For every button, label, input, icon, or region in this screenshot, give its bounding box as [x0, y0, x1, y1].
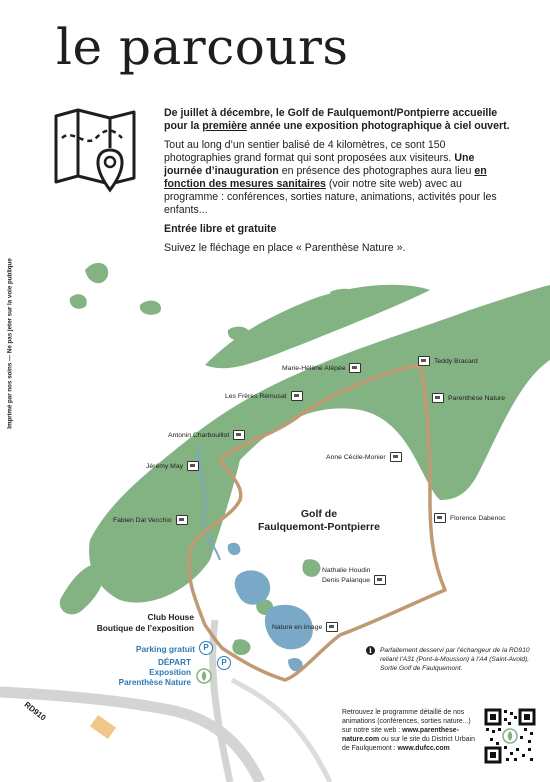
label-fabien-dal-vecchio: Fabien Dal Vecchio: [113, 515, 188, 525]
forest-patch-5: [228, 327, 250, 341]
intro-free-entry: Entrée libre et gratuite: [164, 223, 277, 235]
forest-left: [60, 564, 103, 614]
label-parenthese-nature: Parenthèse Nature: [432, 393, 505, 403]
intro-p1-a: De juillet à décembre, le Golf de Faulquemont/Pontpierre accueille pour la: [164, 107, 498, 132]
photo-icon: [326, 622, 338, 632]
side-notice: Imprimé par nos soins — Ne pas jeter sur la voie publique: [6, 258, 14, 429]
qr-code-icon[interactable]: [484, 708, 536, 764]
info-icon: i: [366, 646, 375, 655]
label-teddy-bracard: Teddy Bracard: [418, 356, 478, 366]
intro-p2-d: en fonction des mesures sanitaires: [164, 165, 487, 190]
intro-p1-highlight: première: [202, 120, 248, 132]
intro-p2-c: en présence des photographes aura lieu: [278, 165, 475, 177]
label-houdin-palanque: Nathalie Houdin Denis Palanque: [322, 566, 386, 585]
label-nature-en-image: Nature en image: [272, 622, 338, 632]
intro-p1-c: année une exposition photographique à ciel ouvert.: [247, 120, 510, 132]
parking-icon: P: [217, 656, 231, 670]
label-antonin-charbouillot: Antonin Charbouillot: [168, 430, 245, 440]
local-road: [213, 620, 230, 782]
photo-icon: [374, 575, 386, 585]
photo-icon: [187, 461, 199, 471]
photo-icon: [176, 515, 188, 525]
link-parenthese-nature[interactable]: www.parenthese-nature.com: [342, 727, 459, 743]
photo-icon: [233, 430, 245, 440]
intro-p2-b: Une journée d’inauguration: [164, 152, 475, 177]
forest-patch-1: [85, 263, 108, 283]
photo-icon: [432, 393, 444, 403]
parking-icon: P: [199, 641, 213, 655]
intro-p2-a: Tout au long d’un sentier balisé de 4 kilomètres, ce sont 150 photographies grand format qui sont proposées aux visiteurs.: [164, 139, 455, 164]
pond-1: [235, 570, 270, 604]
building: [90, 715, 116, 739]
photo-icon: [434, 513, 446, 523]
forest-patch-3: [140, 301, 161, 315]
label-marie-helene-alepee: Marie-Hélène Alépée: [282, 363, 361, 373]
forest-patch-7: [232, 639, 250, 655]
access-note: Parfaitement desservi par l’échangeur de la RD910 reliant l’A31 (Pont-à-Mousson) à l’A4 (Saint-Avold), Sortie Golf de Faulquemont.: [380, 647, 530, 672]
forest-patch-6: [302, 559, 320, 577]
label-freres-remusat: Les Frères Rémusat: [225, 391, 303, 401]
depart-logo-icon: [196, 668, 212, 684]
program-info: Retrouvez le programme détaillé de nos animations (conférences, sorties nature...) sur notre site web : www.parenthese-nature.com ou sur le site du District Urbain de Faulquemont : www.dufcc.com: [342, 709, 475, 752]
parking-label: Parking gratuit: [135, 644, 195, 654]
photo-icon: [390, 452, 402, 462]
golf-name: Golf de Faulquemont-Pontpierre: [258, 508, 380, 533]
label-anne-cecile-monier: Anne Cécile-Monier: [326, 452, 402, 462]
photo-icon: [349, 363, 361, 373]
road-label-rd910: RD910: [22, 700, 48, 723]
link-dufcc[interactable]: www.dufcc.com: [397, 745, 450, 752]
photo-icon: [418, 356, 430, 366]
page-title: le parcours: [56, 18, 349, 76]
intro-p2-e: (voir notre site web) avec au programme : conférences, sorties nature, animations, activités pour les enfants...: [164, 178, 497, 216]
label-jeremy-may: Jérémy May: [146, 461, 199, 471]
label-florence-dabenoc: Florence Dabenoc: [434, 513, 506, 523]
forest-patch-2: [70, 294, 87, 309]
club-house-label: Club House Boutique de l’exposition: [96, 612, 194, 633]
pond-4: [228, 543, 241, 555]
intro-follow-signs: Suivez le fléchage en place « Parenthèse Nature ».: [164, 242, 406, 254]
photo-icon: [291, 391, 303, 401]
depart-label: DÉPART Exposition Parenthèse Nature: [118, 658, 191, 687]
